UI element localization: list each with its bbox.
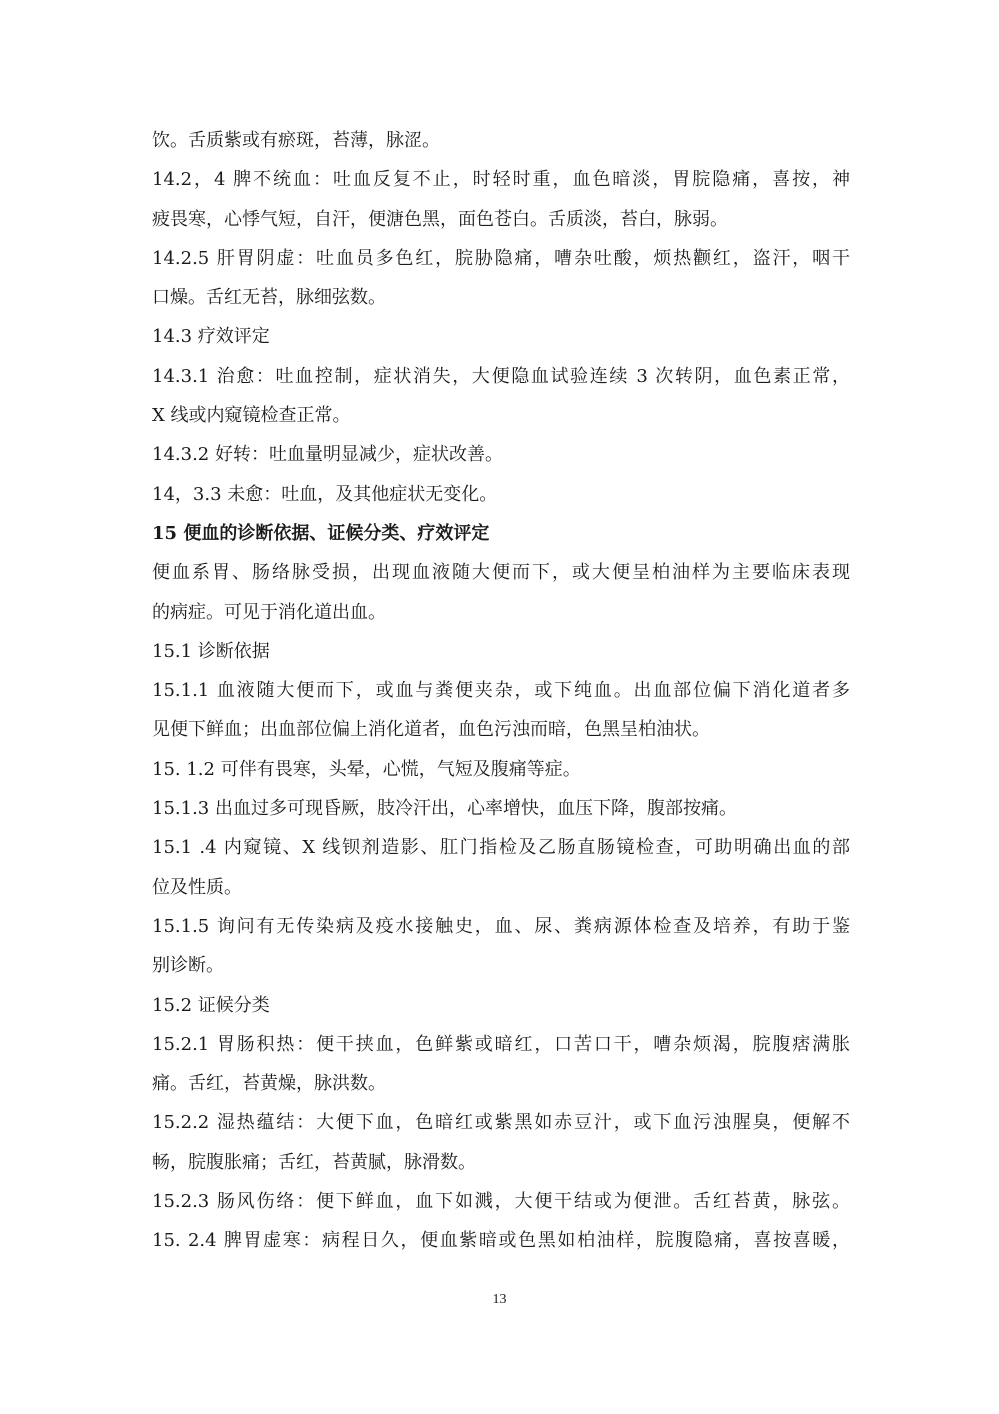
text-line: 15.2.1 胃肠积热：便干挟血，色鲜紫或暗红，口苦口干，嘈杂烦渴，脘腹痞满胀 — [152, 1033, 850, 1055]
text-line: 15.2.3 肠风伤络：便下鲜血，血下如溅，大便干结或为便泄。舌红苔黄，脉弦。 — [152, 1191, 850, 1213]
text-line: 14.2.5 肝胃阴虚：吐血员多色红，脘胁隐痛，嘈杂吐酸，烦热颧红，盗汗，咽干 — [152, 247, 850, 269]
text-line: 14.3.2 好转：吐血量明显减少，症状改善。 — [152, 444, 503, 466]
text-line: 饮。舌质紫或有瘀斑，苔薄，脉涩。 — [152, 130, 440, 151]
text-line: 14，3.3 未愈：吐血，及其他症状无变化。 — [152, 483, 498, 505]
text-line: 别诊断。 — [152, 955, 224, 977]
section-heading: 15.1 诊断依据 — [152, 640, 270, 662]
text-line: 的病症。可见于消化道出血。 — [152, 601, 386, 623]
section-heading: 15.2 证候分类 — [152, 994, 270, 1016]
section-heading: 14.3 疗效评定 — [152, 326, 270, 348]
text-line: 口燥。舌红无苔，脉细弦数。 — [152, 287, 386, 309]
text-line: 15.1.1 血液随大便而下，或血与粪便夹杂，或下纯血。出血部位偏下消化道者多 — [152, 680, 850, 702]
text-line: 15. 1.2 可伴有畏寒，头晕，心慌，气短及腹痛等症。 — [152, 758, 581, 780]
text-line: 14.2，4 脾不统血：吐血反复不止，时轻时重，血色暗淡，胃脘隐痛，喜按，神 — [152, 169, 850, 191]
text-line: 位及性质。 — [152, 876, 242, 898]
text-line: 15. 2.4 脾胃虚寒：病程日久，便血紫暗或色黑如柏油样，脘腹隐痛，喜按喜暖， — [152, 1230, 850, 1252]
chapter-heading: 15 便血的诊断依据、证候分类、疗效评定 — [152, 522, 490, 544]
text-line: 畅，脘腹胀痛；舌红，苔黄腻，脉滑数。 — [152, 1151, 476, 1173]
text-line: 见便下鲜血；出血部位偏上消化道者，血色污浊而暗，色黑呈柏油状。 — [152, 719, 710, 741]
text-line: 15.1.5 询问有无传染病及疫水接触史，血、尿、粪病源体检查及培养，有助于鉴 — [152, 915, 850, 937]
text-line: 便血系胃、肠络脉受损，出现血液随大便而下，或大便呈柏油样为主要临床表现 — [152, 562, 850, 584]
text-line: 14.3.1 治愈：吐血控制，症状消失，大便隐血试验连续 3 次转阴，血色素正常， — [152, 365, 850, 387]
text-line: 15.1.3 出血过多可现昏厥，肢冷汗出，心率增快，血压下降，腹部按痛。 — [152, 798, 737, 820]
text-line: 15.2.2 湿热蕴结：大便下血，色暗红或紫黑如赤豆汁，或下血污浊腥臭，便解不 — [152, 1112, 850, 1134]
text-line: 15.1 .4 内窥镜、X 线钡剂造影、肛门指检及乙肠直肠镜检查，可助明确出血的部 — [152, 837, 850, 859]
text-line: 痛。舌红，苔黄燥，脉洪数。 — [152, 1073, 386, 1095]
page-body — [152, 121, 850, 1261]
page-number: 13 — [492, 1292, 507, 1307]
text-line: 疲畏寒，心悸气短，自汗，便溏色黑，面色苍白。舌质淡，苔白，脉弱。 — [152, 208, 728, 230]
text-line: X 线或内窥镜检查正常。 — [152, 405, 351, 427]
